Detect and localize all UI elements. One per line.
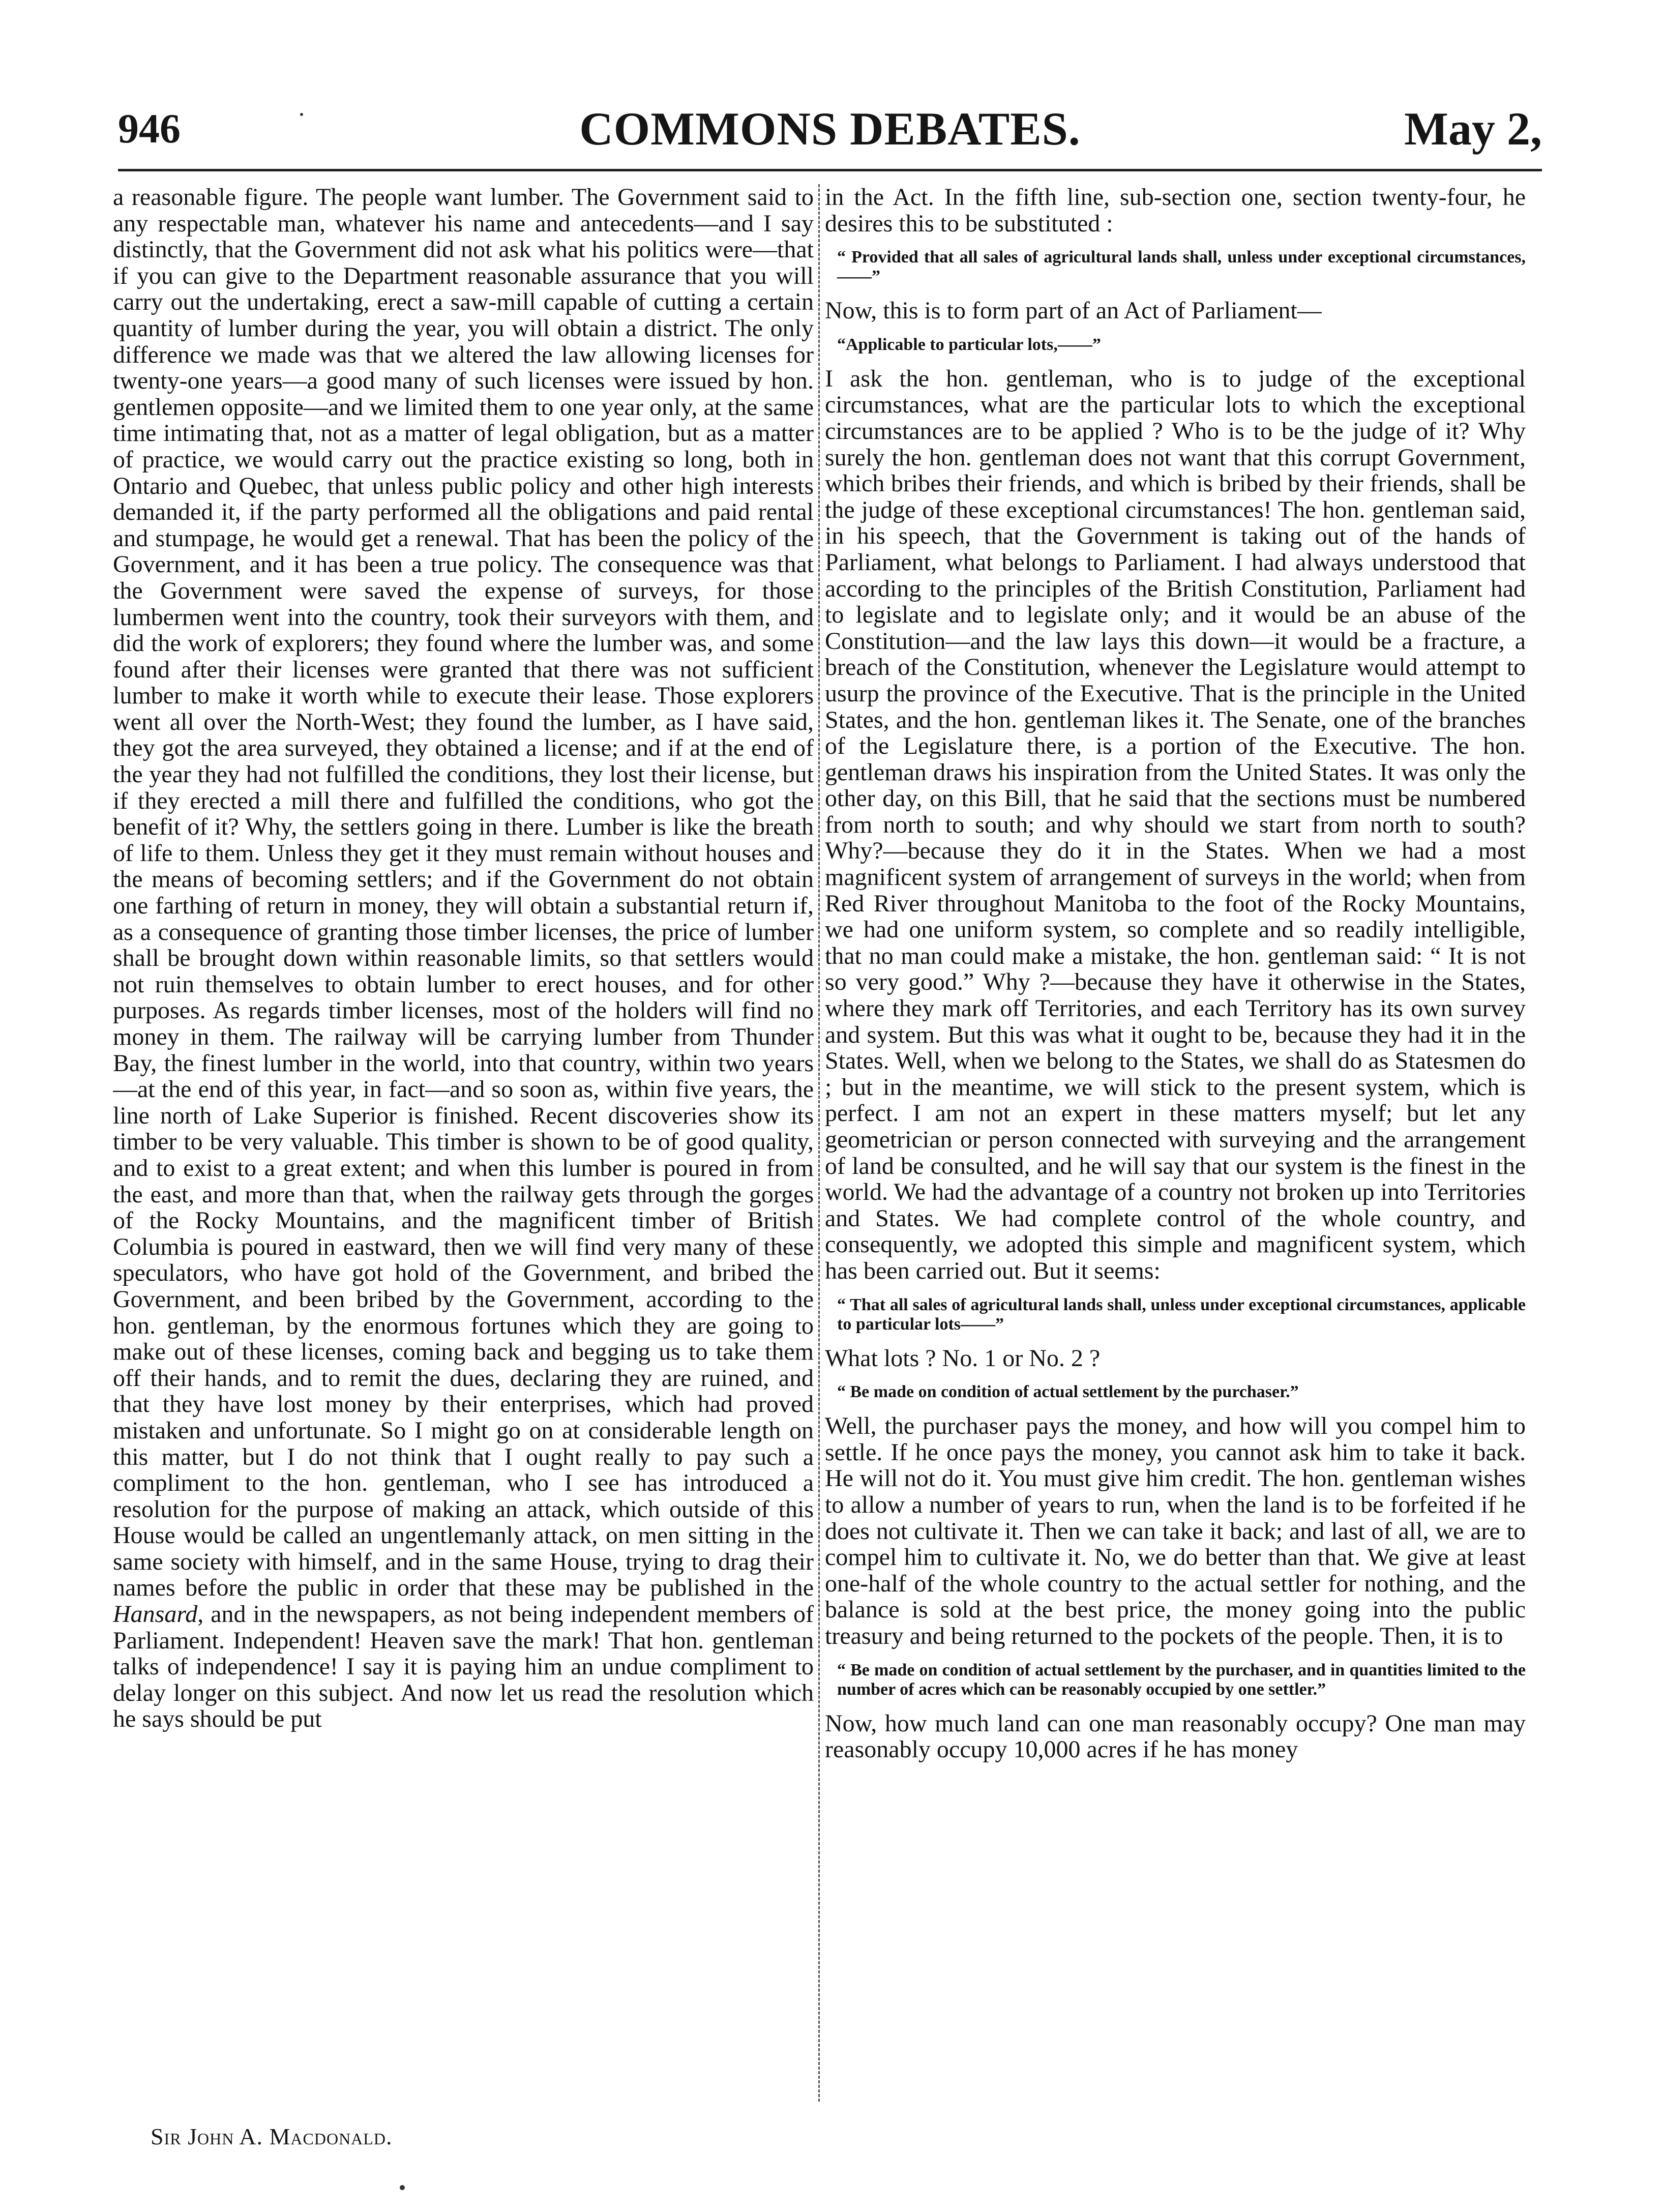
quote-4: “ Be made on condition of actual settlement by the purchaser.”: [837, 1382, 1299, 1402]
quote-2: “Applicable to particular lots,——”: [837, 335, 1101, 354]
running-title: COMMONS DEBATES.: [579, 103, 1081, 155]
quote-3: “ That all sales of agricultural lands shall, unless under exceptional circumstances, applicable to particular lots——”: [837, 1295, 1526, 1334]
right-column: [825, 184, 1526, 2127]
right-paragraph-4: What lots ? No. 1 or No. 2 ?: [825, 1344, 1101, 1372]
right-paragraph-5: Well, the purchaser pays the money, and how will you compel him to settle. If he once pays the money, you cannot ask him to take it back. He will not do it. You must give him credit. The hon. gentleman wishes to allow a number of years to run, when the land is to be forfeited if he does not cultivate it. Then we can take it back; and last of all, we are to compel him to cultivate it. No, we do better than that. We give at least one-half of the whole country to the actual settler for nothing, and the balance is sold at the best price, the money going into the public treasury and being returned to the pockets of the people. Then, it is to: [825, 1412, 1526, 1649]
left-paragraph-end: , and in the newspapers, as not being independent members of Parliament. Independent! Heaven save the mark! That hon. gentleman talks of independence! I say it is paying him an undue compliment to delay longer on this subject. And now let us read the resolution which he says should be put: [113, 1601, 814, 1733]
right-paragraph-3: I ask the hon. gentleman, who is to judge of the exceptional circumstances, what are the particular lots to which the exceptional circumstances are to be applied ? Who is to be the judge of it? Why surely the hon. gentleman does not want that this corrupt Government, which bribes their friends, and which is bribed by their friends, shall be the judge of these exceptional circumstances! The hon. gentleman said, in his speech, that the Government is taking out of the hands of Parliament, what belongs to Parliament. I had always understood that according to the principles of the British Constitution, Parliament had to legislate and to legislate only; and it would be an abuse of the Constitution—and the law lays this down—it would be a fracture, a breach of the Constitution, whenever the Legislature would attempt to usurp the province of the Executive. That is the principle in the United States, and the hon. gentleman likes it. The Senate, one of the branches of the Legislature there, is a portion of the Executive. The hon. gentleman draws his inspiration from the United States. It was only the other day, on this Bill, that he said that the sections must be numbered from north to south; and why should we start from north to south? Why?—because they do it in the States. When we had a most magnificent system of arrangement of surveys in the world; when from Red River throughout Manitoba to the foot of the Rocky Mountains, we had one uniform system, so complete and so readily intelligible, that no man could make a mistake, the hon. gentleman said: “ It is not so very good.” Why ?—because they have it otherwise in the States, where they mark off Territories, and each Territory has its own survey and system. But this was what it ought to be, because they had it in the States. Well, when we belong to the States, we shall do as Statesmen do ; but in the meantime, we will stick to the present system, which is perfect. I am not an expert in these matters myself; but let any geometrician or person connected with surveying and the arrangement of land be consulted, and he will say that our system is the finest in the world. We had the advantage of a country not broken up into Territories and States. We had complete control of the whole country, and consequently, we adopted this simple and magnificent system, which has been carried out. But it seems:: [825, 365, 1526, 1284]
right-paragraph-2: Now, this is to form part of an Act of Parliament—: [825, 297, 1322, 325]
speaker-name-text: Sir John A. Macdonald.: [151, 2123, 393, 2149]
page-number: 946: [118, 105, 181, 152]
print-speck-bottom: [400, 2185, 405, 2190]
column-divider: [818, 184, 820, 2102]
hansard-title: Hansard: [113, 1601, 198, 1628]
right-paragraph-1: in the Act. In the fifth line, sub-section one, section twenty-four, he desires this to be substituted :: [825, 184, 1526, 237]
left-paragraph-text: a reasonable figure. The people want lumber. The Government said to any respectable man, whatever his name and antecedents—and I say distinctly, that the Government did not ask what his politics were—that if you can give to the Department reasonable assurance that you will carry out the undertaking, erect a saw-mill capable of cutting a certain quantity of lumber during the year, you will obtain a district. The only difference we made was that we altered the law allowing licenses for twenty-one years—a good many of such licenses were issued by hon. gentlemen opposite—and we limited them to one year only, at the same time intimating that, not as a matter of legal obligation, but as a matter of practice, we would carry out the practice existing so long, both in Ontario and Quebec, that unless public policy and other high interests demanded it, if the party performed all the obligations and paid rental and stumpage, he would get a renewal. That has been the policy of the Government, and it has been a true policy. The consequence was that the Government were saved the expense of surveys, for those lumbermen went into the country, took their surveyors with them, and did the work of explorers; they found where the lumber was, and some found after their licenses were granted that there was not sufficient lumber to make it worth while to execute their lease. Those explorers went all over the North-West; they found the lumber, as I have said, they got the area surveyed, they obtained a license; and if at the end of the year they had not fulfilled the conditions, they lost their license, but if they erected a mill there and fulfilled the conditions, who got the benefit of it? Why, the settlers going in there. Lumber is like the breath of life to them. Unless they get it they must remain without houses and the means of becoming settlers; and if the Government do not obtain one farthing of return in money, they will obtain a substantial return if, as a consequence of granting those timber licenses, the price of lumber shall be brought down within reasonable limits, so that settlers would not ruin themselves to obtain lumber to erect houses, and for other purposes. As regards timber licenses, most of the holders will find no money in them. The railway will be carrying lumber from Thunder Bay, the finest lumber in the world, into that country, within two years—at the end of this year, in fact—and so soon as, within five years, the line north of Lake Superior is finished. Recent discoveries show its timber to be very valuable. This timber is shown to be of good quality, and to exist to a great extent; and when this lumber is poured in from the east, and more than that, when the railway gets through the gorges of the Rocky Mountains, and the magnificent timber of British Columbia is poured in eastward, then we will find very many of these speculators, who have got hold of the Government, and bribed the Government, and been bribed by the Government, according to the hon. gentleman, by the enormous fortunes which they are going to make out of these licenses, coming back and begging us to take them off their hands, and to remit the dues, declaring they are ruined, and that they have lost money by their enterprises, which had proved mistaken and unfortunate. So I might go on at considerable length on this matter, but I do not think that I ought really to pay such a compliment to the hon. gentleman, who I see has introduced a resolution for the purpose of making an attack, which outside of this House would be called an ungentlemanly attack, on men sitting in the same society with himself, and in the same House, trying to drag their names before the public in order that these may be published in the: [113, 184, 814, 1602]
right-paragraph-6: Now, how much land can one man reasonably occupy? One man may reasonably occupy 10,000 acres if he has money: [825, 1709, 1526, 1763]
page-header: [118, 101, 1542, 162]
header-rule: [118, 169, 1542, 171]
quote-1: “ Provided that all sales of agricultural lands shall, unless under exceptional circumstances,——”: [837, 248, 1526, 286]
speaker-name: [151, 2124, 392, 2149]
header-date: May 2,: [1404, 103, 1542, 155]
quote-5: “ Be made on condition of actual settlement by the purchaser, and in quantities limited to the number of acres which can be reasonably occupied by one settler.”: [837, 1660, 1526, 1699]
left-column: [113, 184, 814, 2127]
left-paragraph: [113, 184, 814, 1732]
